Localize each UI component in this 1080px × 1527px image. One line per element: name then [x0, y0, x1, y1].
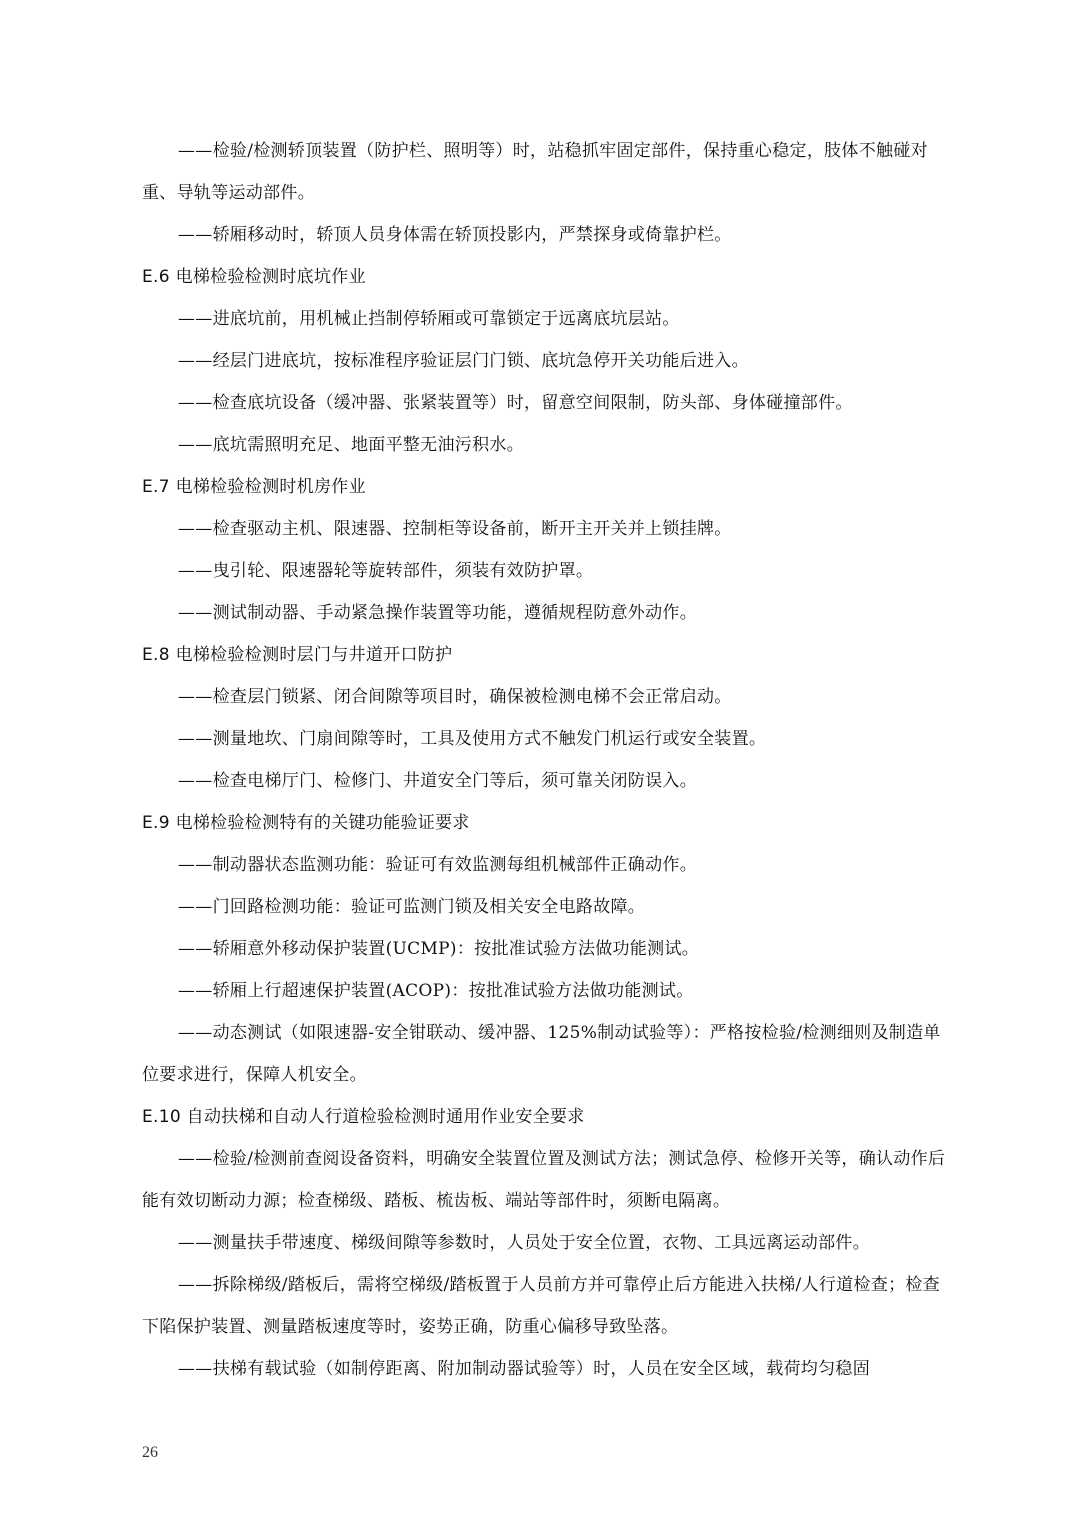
paragraph: ——底坑需照明充足、地面平整无油污积水。	[178, 435, 524, 455]
paragraph: ——轿厢移动时，轿顶人员身体需在轿顶投影内，严禁探身或倚靠护栏。	[178, 225, 732, 245]
paragraph: ——经层门进底坑，按标准程序验证层门门锁、底坑急停开关功能后进入。	[178, 351, 749, 371]
paragraph: ——检查电梯厅门、检修门、井道安全门等后，须可靠关闭防误入。	[178, 771, 697, 791]
section-heading-e7: E.7 电梯检验检测时机房作业	[142, 477, 366, 497]
paragraph: ——轿厢上行超速保护装置(ACOP)：按批准试验方法做功能测试。	[178, 981, 694, 1001]
section-heading-e6: E.6 电梯检验检测时底坑作业	[142, 267, 366, 287]
paragraph: ——轿厢意外移动保护装置(UCMP)：按批准试验方法做功能测试。	[178, 939, 700, 959]
paragraph: ——测量地坎、门扇间隙等时，工具及使用方式不触发门机运行或安全装置。	[178, 729, 767, 749]
section-heading-e9: E.9 电梯检验检测特有的关键功能验证要求	[142, 813, 470, 833]
paragraph: ——检查层门锁紧、闭合间隙等项目时，确保被检测电梯不会正常启动。	[178, 687, 732, 707]
paragraph: ——检查底坑设备（缓冲器、张紧装置等）时，留意空间限制，防头部、身体碰撞部件。	[178, 393, 853, 413]
paragraph: ——拆除梯级/踏板后，需将空梯级/踏板置于人员前方并可靠停止后方能进入扶梯/人行道检查；检查下陷保护装置、测量踏板速度等时，姿势正确，防重心偏移导致坠落。	[142, 1275, 940, 1337]
paragraph: ——动态测试（如限速器-安全钳联动、缓冲器、125%制动试验等）：严格按检验/检测细则及制造单位要求进行，保障人机安全。	[142, 1023, 941, 1085]
paragraph: ——制动器状态监测功能：验证可有效监测每组机械部件正确动作。	[178, 855, 697, 875]
paragraph: ——测量扶手带速度、梯级间隙等参数时，人员处于安全位置，衣物、工具远离运动部件。	[178, 1233, 870, 1253]
paragraph: ——检验/检测前查阅设备资料，明确安全装置位置及测试方法；测试急停、检修开关等，确认动作后能有效切断动力源；检查梯级、踏板、梳齿板、端站等部件时，须断电隔离。	[142, 1149, 946, 1211]
section-heading-e8: E.8 电梯检验检测时层门与井道开口防护	[142, 645, 453, 665]
paragraph: ——门回路检测功能：验证可监测门锁及相关安全电路故障。	[178, 897, 646, 917]
paragraph: ——进底坑前，用机械止挡制停轿厢或可靠锁定于远离底坑层站。	[178, 309, 680, 329]
paragraph: ——检验/检测轿顶装置（防护栏、照明等）时，站稳抓牢固定部件，保持重心稳定，肢体不触碰对重、导轨等运动部件。	[142, 141, 928, 203]
section-heading-e10: E.10 自动扶梯和自动人行道检验检测时通用作业安全要求	[142, 1107, 585, 1127]
paragraph: ——检查驱动主机、限速器、控制柜等设备前，断开主开关并上锁挂牌。	[178, 519, 732, 539]
document-body	[142, 130, 954, 1390]
page-number: 26	[142, 1444, 158, 1461]
paragraph: ——扶梯有载试验（如制停距离、附加制动器试验等）时，人员在安全区域，载荷均匀稳固	[178, 1359, 870, 1379]
paragraph: ——曳引轮、限速器轮等旋转部件，须装有效防护罩。	[178, 561, 594, 581]
paragraph: ——测试制动器、手动紧急操作装置等功能，遵循规程防意外动作。	[178, 603, 697, 623]
